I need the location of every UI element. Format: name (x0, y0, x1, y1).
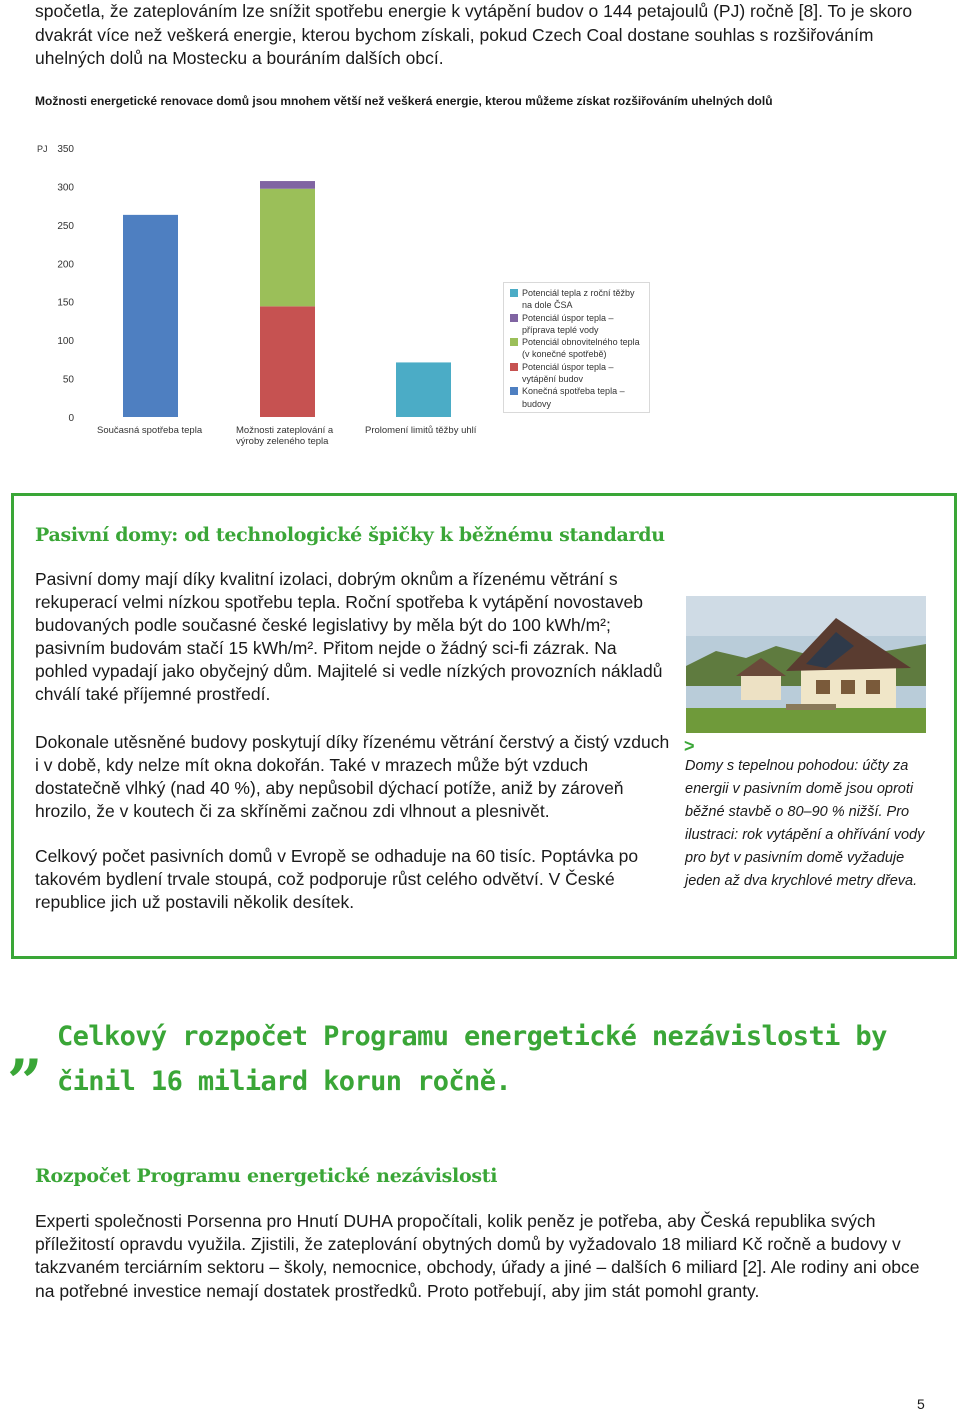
legend-item (508, 287, 645, 312)
legend-swatch (510, 314, 518, 322)
intro-text: spočetla, že zateplováním lze snížit spotřebu energie k vytápění budov o 144 petajoulů (PJ) ročně [8]. To je skoro dvakrát více než veškerá energie, kterou bychom získali, pokud Czech Coal dostane souhlas s rozšiřováním uhelných dolů na Mostecku a bouráním dalších obcí. (35, 1, 913, 68)
legend-label: Potenciál úspor tepla – vytápění budov (522, 361, 614, 385)
passive-text-2: Dokonale utěsněné budovy poskytují díky řízenému větrání čerstvý a čistý vzduch i v době, kdy nelze mít okna dokořán. Také v mrazech může být vzduch dostatečně vlhký (nad 40 %), aby nepůsobil dýchací potíže, aniž by zároveň hrozilo, že v koutech či za skříněmi začnou zdi vlhnout a plesnivět. (35, 732, 670, 821)
passive-paragraph-1 (35, 568, 670, 706)
y-tick-label: 100 (57, 336, 74, 348)
passive-house-title: Pasivní domy: od technologické špičky k běžnému standardu (35, 524, 665, 546)
bar-segment (260, 181, 315, 189)
photo-caption: Domy s tepelnou pohodou: účty za energii v pasivním domě jsou oproti běžné stavbě o 80–90 % nižší. Pro ilustraci: rok vytápění a ohřívání vody pro byt v pasivním domě vyžaduje jeden až dva krychlové metry dřeva. (685, 758, 925, 889)
y-axis (37, 144, 74, 424)
legend-label: Potenciál tepla z roční těžby na dole ČSA (522, 288, 635, 311)
chart-legend (503, 282, 650, 413)
x-axis (97, 425, 477, 447)
legend-label: Konečná spotřeba tepla – budovy (522, 386, 625, 409)
legend-item (508, 312, 645, 337)
pull-quote: Celkový rozpočet Programu energetické nezávislosti by činil 16 miliard korun ročně. (57, 1021, 887, 1097)
x-tick-label: Prolomení limitů těžby uhlí (365, 425, 477, 436)
y-tick-label: 50 (62, 374, 74, 386)
passive-text-1: Pasivní domy mají díky kvalitní izolaci, dobrým oknům a řízenému větrání s rekuperací velmi nízkou spotřebu tepla. Roční spotřeba k vytápění novostaveb budovaných podle současné české legislativy by měla být do 100 kWh/m²; pasivním budovám stačí 15 kWh/m². Přitom nejde o žádný sci-fi zázrak. Na pohled vypadají jako obyčejný dům. Majitelé si vedle nízkých provozních nákladů chválí také příjemné prostředí. (35, 569, 663, 704)
x-tick-label: Současná spotřeba tepla (97, 425, 203, 436)
intro-paragraph (35, 0, 935, 71)
y-tick-label: 300 (57, 182, 74, 194)
quote-mark-icon: „ (8, 1010, 38, 1083)
passive-text-3: Celkový počet pasivních domů v Evropě se odhaduje na 60 tisíc. Poptávka po takovém bydlení trvale stoupá, což podporuje růst celého odvětví. V České republice jich už postavili několik desítek. (35, 846, 639, 912)
x-tick-label: Možnosti zateplování a výroby zeleného tepla (236, 425, 334, 447)
legend-swatch (510, 338, 518, 346)
bar-segment (396, 362, 451, 417)
chart-title: Možnosti energetické renovace domů jsou mnohem větší než veškerá energie, kterou můžeme získat rozšiřováním uhelných dolů (35, 94, 773, 108)
y-tick-label: 150 (57, 297, 74, 309)
y-tick-label: 200 (57, 259, 74, 271)
page-number: 5 (917, 1396, 925, 1412)
bar-segment (260, 306, 315, 417)
y-tick-label: 0 (68, 413, 74, 424)
legend-swatch (510, 363, 518, 371)
passive-paragraph-3 (35, 845, 670, 914)
legend-swatch (510, 289, 518, 297)
legend-swatch (510, 387, 518, 395)
budget-title: Rozpočet Programu energetické nezávislosti (35, 1165, 498, 1187)
legend-item (508, 361, 645, 386)
legend-item (508, 336, 645, 361)
bar-segment (123, 215, 178, 417)
bar-segment (260, 189, 315, 307)
y-tick-label: 250 (57, 220, 74, 232)
budget-paragraph: Experti společnosti Porsenna pro Hnutí DUHA propočítali, kolik peněz je potřeba, aby Česká republika svých příležitostí opravdu využila. Zjistili, že zateplování obytných domů by vyžadovalo 18 miliard Kč ročně a budovy v takzvaném terciárním sektoru – školy, nemocnice, obchody, úřady a jiné – dalších 6 miliard [2]. Ale rodiny ani obce na potřebné investice nemají dostatek prostředků. Proto potřebují, aby jim stát pomohl granty. (35, 1211, 920, 1301)
legend-item (508, 385, 645, 410)
y-axis-unit: PJ (37, 144, 48, 154)
bars (123, 181, 451, 417)
legend-label: Potenciál obnovitelného tepla (v konečné spotřebě) (522, 337, 640, 360)
caption-arrow-icon: > (684, 736, 695, 756)
passive-house-photo (686, 596, 926, 733)
bar-chart (0, 120, 960, 460)
passive-paragraph-2 (35, 731, 670, 823)
legend-label: Potenciál úspor tepla – příprava teplé vody (522, 312, 614, 335)
y-tick-label: 350 (57, 144, 74, 155)
